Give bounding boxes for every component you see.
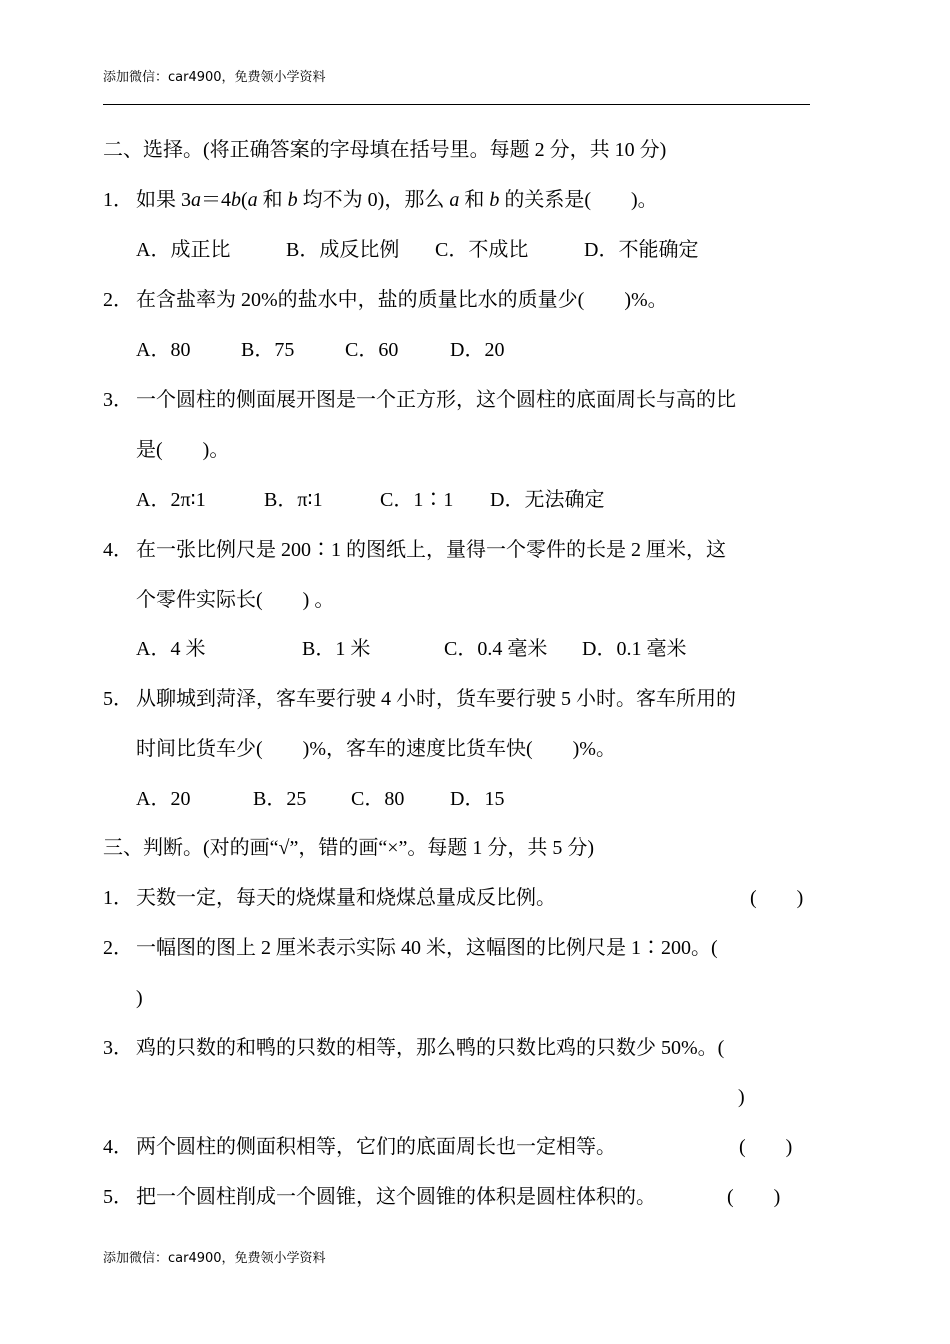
judge3-text: 鸡的只数的和鸭的只数的相等，那么鸭的只数比鸡的只数少 50%。(: [136, 1037, 725, 1059]
q2-stem: 在含盐率为 20%的盐水中，盐的质量比水的质量少( )%。: [136, 289, 668, 311]
q3-option-a[interactable]: A．2π∶1: [136, 489, 206, 511]
q3-stem-line1: 一个圆柱的侧面展开图是一个正方形，这个圆柱的底面周长与高的比: [136, 389, 736, 411]
section3-title: 三、判断。(对的画“√”，错的画“×”。每题 1 分，共 5 分): [103, 837, 595, 859]
q2-option-d[interactable]: D．20: [450, 339, 505, 361]
q5-stem-line1: 从聊城到菏泽，客车要行驶 4 小时，货车要行驶 5 小时。客车所用的: [136, 688, 736, 710]
q3-option-b[interactable]: B．π∶1: [264, 489, 323, 511]
q5-option-d[interactable]: D．15: [450, 788, 505, 810]
q5-number: 5．: [103, 688, 133, 710]
section2-title: 二、选择。(将正确答案的字母填在括号里。每题 2 分，共 10 分): [103, 139, 667, 161]
q5-stem-line2: 时间比货车少( )%，客车的速度比货车快( )%。: [136, 738, 616, 760]
q1-option-b[interactable]: B．成反比例: [286, 239, 400, 261]
q4-stem-line1: 在一张比例尺是 200∶1 的图纸上，量得一个零件的长是 2 厘米，这: [136, 539, 726, 561]
judge4-text: 两个圆柱的侧面积相等，它们的底面周长也一定相等。: [136, 1136, 616, 1158]
q2-number: 2．: [103, 289, 133, 311]
q4-option-d[interactable]: D．0.1 毫米: [582, 638, 687, 660]
q1-number: 1．: [103, 189, 133, 211]
q5-option-c[interactable]: C．80: [351, 788, 405, 810]
judge5-number: 5．: [103, 1186, 133, 1208]
judge5-answer-paren[interactable]: ( ): [727, 1186, 781, 1208]
q1-option-a[interactable]: A．成正比: [136, 239, 231, 261]
judge2-answer-paren[interactable]: ): [136, 987, 143, 1009]
judge4-answer-paren[interactable]: ( ): [739, 1136, 793, 1158]
q1-option-c[interactable]: C．不成比: [435, 239, 529, 261]
judge5-text: 把一个圆柱削成一个圆锥，这个圆锥的体积是圆柱体积的。: [136, 1186, 656, 1208]
q5-option-a[interactable]: A．20: [136, 788, 191, 810]
q4-option-a[interactable]: A．4 米: [136, 638, 206, 660]
judge2-text: 一幅图的图上 2 厘米表示实际 40 米，这幅图的比例尺是 1∶200。(: [136, 937, 718, 959]
q1-option-d[interactable]: D．不能确定: [584, 239, 699, 261]
judge3-answer-paren[interactable]: ): [738, 1086, 745, 1108]
judge2-number: 2．: [103, 937, 133, 959]
q4-option-c[interactable]: C．0.4 毫米: [444, 638, 548, 660]
page-header: 添加微信：car4900，免费领小学资料: [103, 70, 326, 85]
judge1-answer-paren[interactable]: ( ): [750, 887, 804, 909]
q2-option-a[interactable]: A．80: [136, 339, 191, 361]
q4-number: 4．: [103, 539, 133, 561]
q3-stem-line2: 是( )。: [136, 439, 230, 461]
q2-option-b[interactable]: B．75: [241, 339, 295, 361]
q4-stem-line2: 个零件实际长( ) 。: [136, 589, 335, 611]
judge3-number: 3．: [103, 1037, 133, 1059]
q4-option-b[interactable]: B．1 米: [302, 638, 371, 660]
q3-number: 3．: [103, 389, 133, 411]
q3-option-d[interactable]: D．无法确定: [490, 489, 605, 511]
judge1-text: 天数一定，每天的烧煤量和烧煤总量成反比例。: [136, 887, 556, 909]
judge1-number: 1．: [103, 887, 133, 909]
judge4-number: 4．: [103, 1136, 133, 1158]
q1-stem: 如果 3a＝4b(a 和 b 均不为 0)，那么 a 和 b 的关系是( )。: [136, 189, 658, 211]
q5-option-b[interactable]: B．25: [253, 788, 307, 810]
q3-option-c[interactable]: C．1∶1: [380, 489, 454, 511]
q2-option-c[interactable]: C．60: [345, 339, 399, 361]
header-divider: [103, 104, 810, 105]
page-footer: 添加微信：car4900，免费领小学资料: [103, 1251, 326, 1266]
